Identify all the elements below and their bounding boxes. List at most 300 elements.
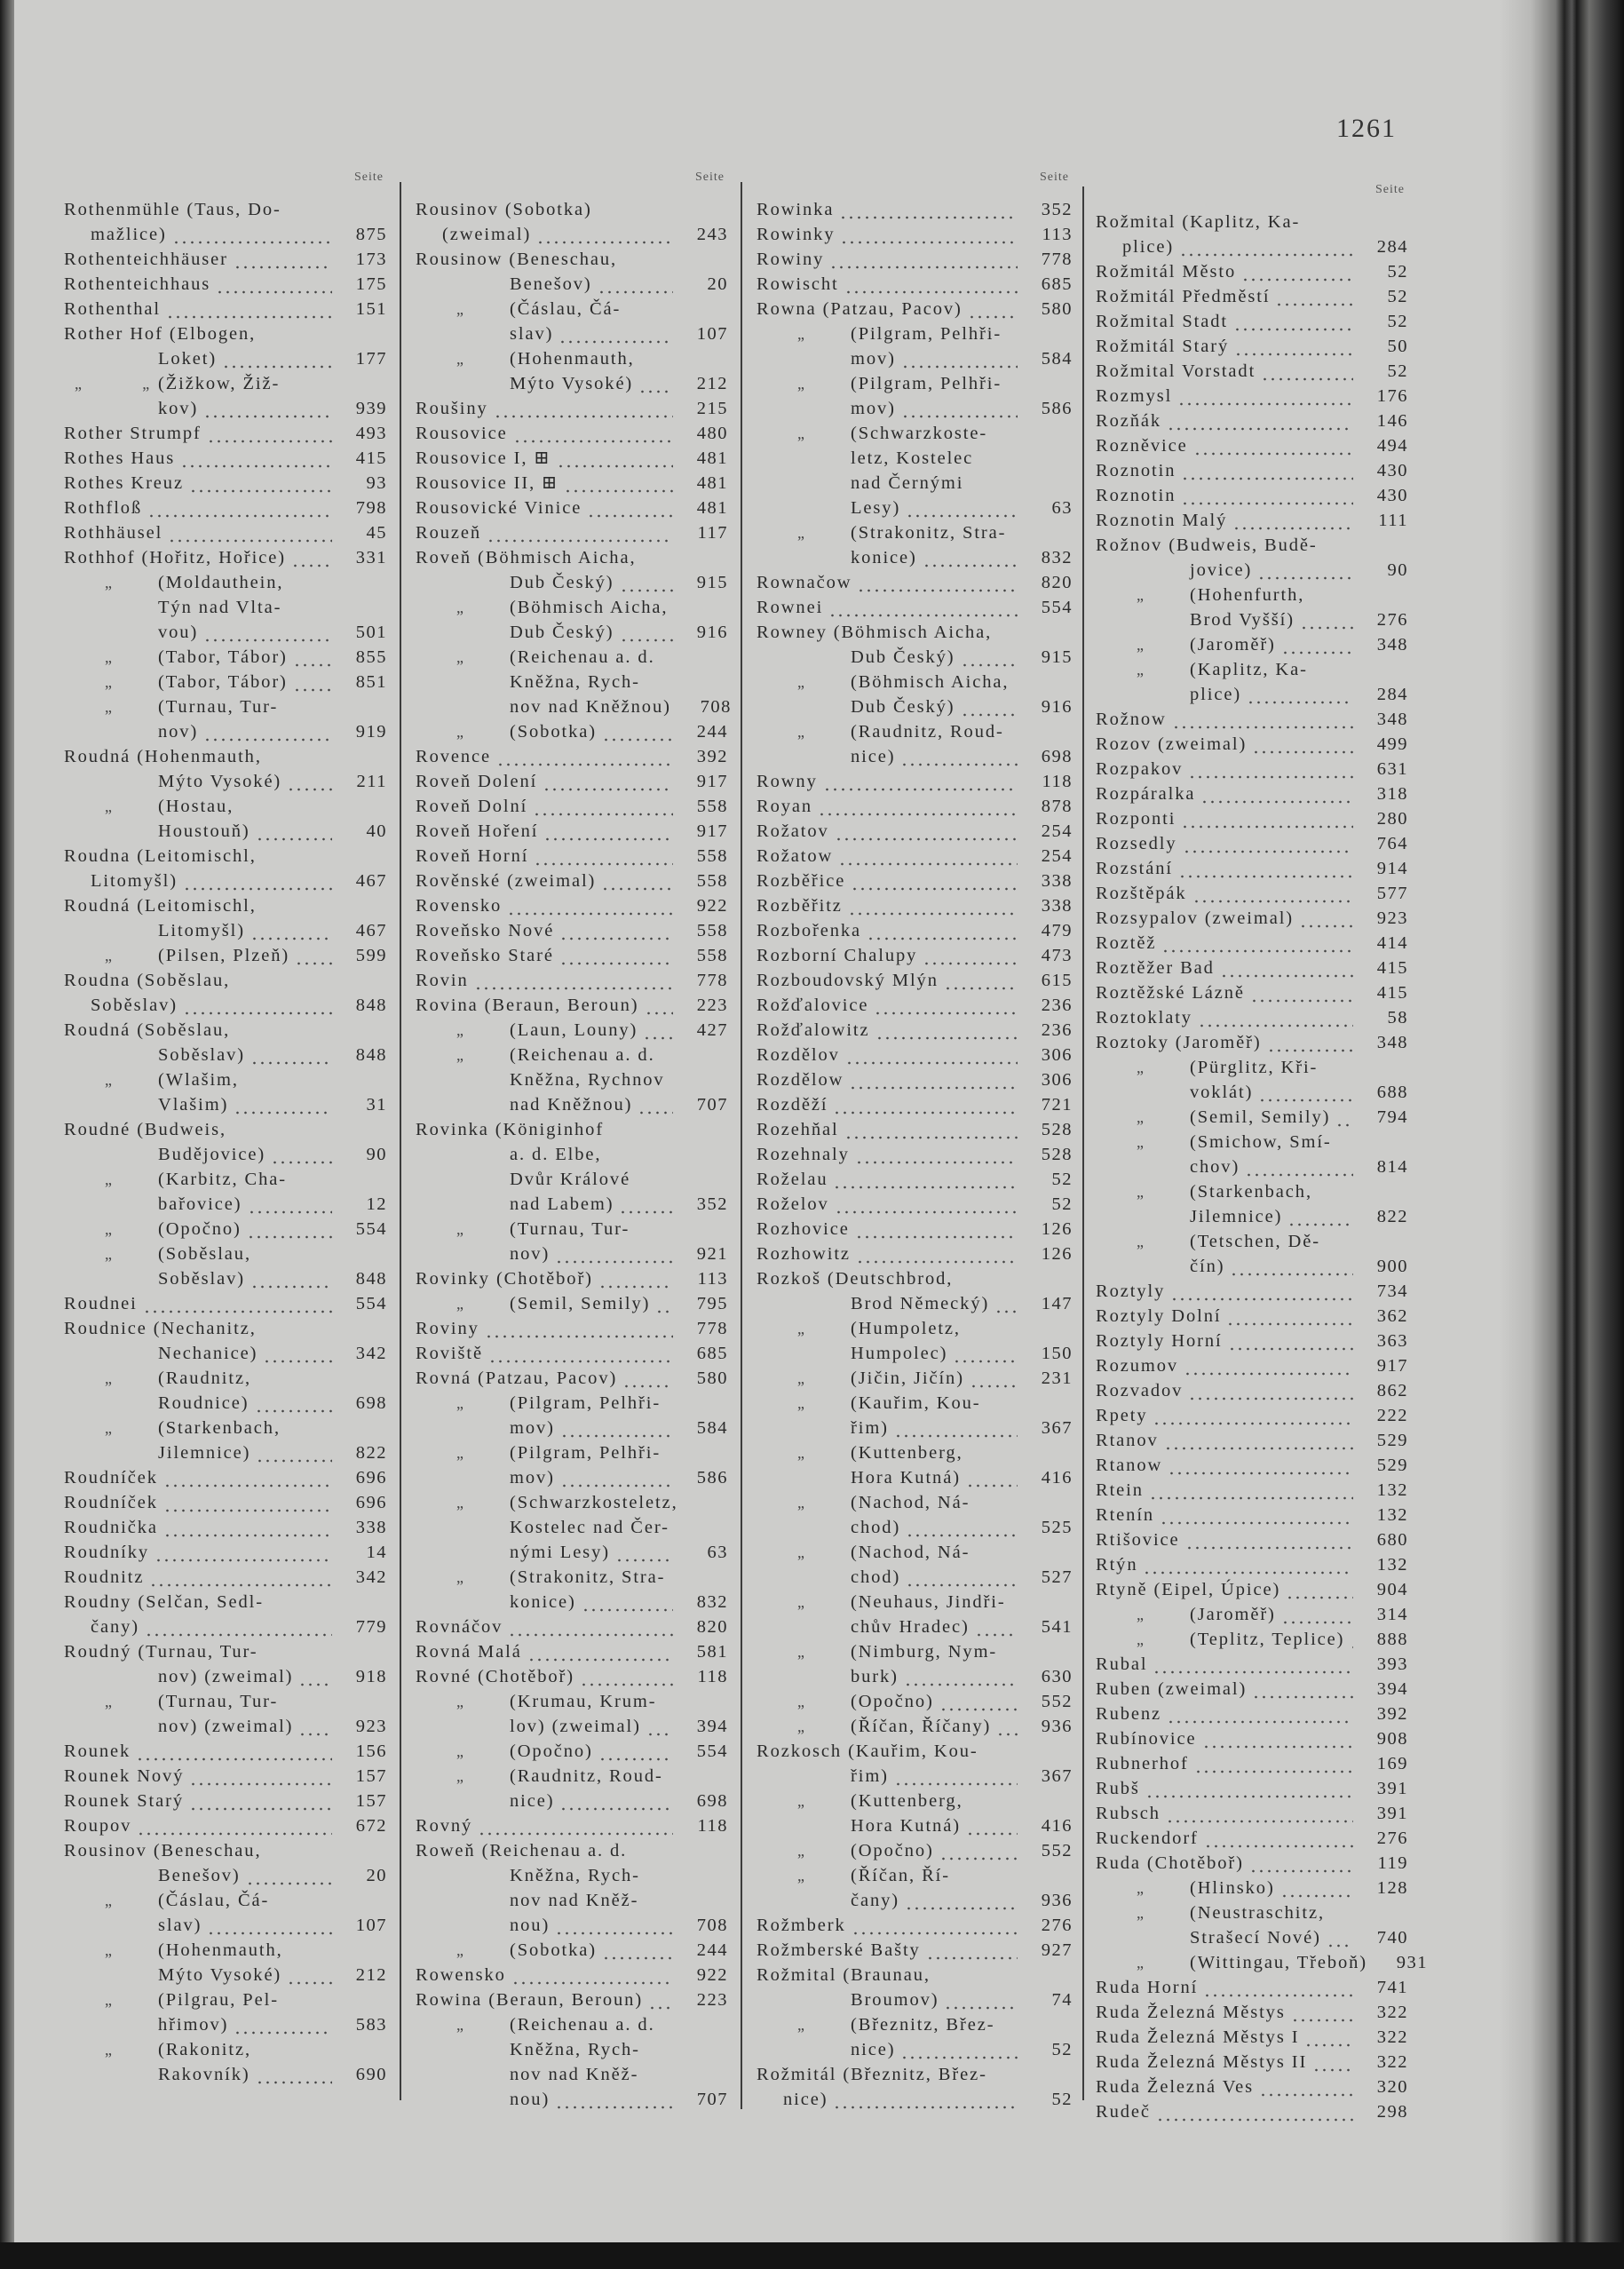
index-entry-line — [757, 1266, 1073, 1291]
dot-leader — [1167, 1702, 1353, 1726]
index-entry-line — [757, 197, 1073, 222]
dot-leader — [901, 346, 1018, 371]
index-entry-line — [757, 1043, 1073, 1067]
page-reference: 90 — [1387, 560, 1408, 580]
entry-text: Roudníky — [64, 1543, 150, 1562]
entry-text: Roztěž — [1096, 933, 1157, 953]
entry-text: Roudnei — [64, 1294, 138, 1313]
index-entry-line — [757, 1863, 1073, 1888]
entry-text: vou) — [158, 623, 199, 642]
entry-text: „ (Hohenmauth, — [416, 346, 635, 371]
entry-text: Rožmitál Předměstí — [1096, 287, 1271, 306]
ditto-mark: „ — [105, 574, 114, 591]
page-reference: 708 — [696, 1916, 728, 1935]
entry-text: „ (Pilgram, Pelhři- — [416, 1391, 661, 1416]
dot-leader — [615, 1540, 673, 1565]
dot-leader — [508, 1614, 673, 1639]
dot-leader — [838, 844, 1018, 869]
ditto-mark: „ — [456, 1767, 465, 1785]
index-entry-line — [64, 1117, 387, 1142]
index-entry-line — [416, 1813, 728, 1838]
page-reference: 415 — [355, 448, 387, 468]
ditto-mark: „ — [797, 723, 806, 741]
index-entry-line — [1096, 384, 1408, 409]
page-reference: 177 — [355, 349, 387, 369]
page-reference: 107 — [355, 1916, 387, 1935]
index-entry-line — [64, 2037, 387, 2062]
entry-text: Roudnitz — [64, 1567, 145, 1587]
page-reference: 430 — [1376, 461, 1408, 480]
index-entry-line — [416, 719, 728, 744]
dot-leader — [966, 1465, 1018, 1490]
page-reference: 936 — [1041, 1891, 1073, 1910]
ditto-mark: „ — [456, 1568, 465, 1586]
page-reference: 132 — [1376, 1555, 1408, 1575]
entry-text: Rtenín — [1096, 1505, 1155, 1525]
entry-text: Rothfloß — [64, 498, 143, 518]
entry-text: Ruda Železná Městys II — [1096, 2052, 1308, 2072]
index-entry-line — [757, 371, 1073, 396]
index-entry-line — [757, 1142, 1073, 1167]
dot-leader — [818, 794, 1018, 819]
index-entry-line — [1096, 1329, 1408, 1353]
page-reference: 320 — [1376, 2077, 1408, 2097]
entry-text: „ (Kuttenberg, — [757, 1789, 963, 1813]
index-entry-line — [757, 446, 1073, 471]
dot-leader — [1226, 1304, 1353, 1329]
index-entry-line — [1096, 284, 1408, 309]
dot-leader — [137, 1813, 332, 1838]
page-reference: 416 — [1041, 1468, 1073, 1488]
index-entry-line — [757, 1739, 1073, 1764]
index-entry-line — [757, 1515, 1073, 1540]
page-reference: 132 — [1376, 1505, 1408, 1525]
index-entry-line — [1096, 2050, 1408, 2075]
dot-leader — [1234, 334, 1353, 359]
dot-leader — [207, 1913, 332, 1938]
index-entry-line — [416, 1515, 728, 1540]
entry-text: Rozběřice — [757, 871, 846, 891]
entry-text: Mýto Vysoké) — [510, 374, 634, 393]
dot-leader — [638, 371, 673, 396]
page-reference: 367 — [1041, 1418, 1073, 1438]
index-entry-line — [1096, 1204, 1408, 1229]
entry-text: Roželov — [757, 1194, 829, 1214]
page-reference: 157 — [355, 1791, 387, 1811]
entry-text: Roveň (Böhmisch Aicha, — [416, 548, 637, 567]
ditto-mark: „ — [456, 1220, 465, 1238]
page-reference: 680 — [1376, 1530, 1408, 1550]
page-reference: 118 — [697, 1816, 728, 1836]
page-reference: 832 — [1041, 548, 1073, 567]
index-entry-line — [64, 1764, 387, 1789]
index-entry-line — [64, 645, 387, 670]
dot-leader — [1164, 1428, 1353, 1453]
index-entry-line — [64, 1739, 387, 1764]
ditto-mark: „ — [797, 1593, 806, 1611]
index-entry-line — [64, 1266, 387, 1291]
ditto-mark: „ — [797, 1867, 806, 1884]
entry-text: Rtišovice — [1096, 1530, 1180, 1550]
index-entry-line — [1096, 1080, 1408, 1105]
page-reference: 931 — [1396, 1953, 1428, 1972]
entry-text: Rovin — [416, 971, 469, 990]
book-gutter — [1500, 0, 1624, 2269]
index-entry-line — [64, 1416, 387, 1440]
dot-leader — [874, 993, 1018, 1018]
page-reference: 150 — [1041, 1344, 1073, 1363]
ditto-mark: „ — [1137, 1954, 1145, 1971]
page-reference: 119 — [1377, 1853, 1408, 1873]
index-entry-line — [416, 645, 728, 670]
index-entry-line — [416, 1043, 728, 1067]
index-entry-line — [64, 794, 387, 819]
page-reference: 698 — [1041, 747, 1073, 766]
page-reference: 721 — [1041, 1095, 1073, 1115]
entry-text: „ (Hostau, — [64, 794, 234, 819]
page-reference: 52 — [1051, 2090, 1073, 2109]
page-reference: 795 — [696, 1294, 728, 1313]
dot-leader — [189, 471, 332, 496]
page-reference: 74 — [1051, 1990, 1073, 2010]
dot-leader — [1204, 1826, 1353, 1851]
index-entry-line — [1096, 1900, 1408, 1925]
entry-text: Rousovice II, ⊞ — [416, 473, 559, 493]
page-reference: 630 — [1041, 1667, 1073, 1686]
dot-leader — [582, 1590, 673, 1614]
dot-leader — [867, 918, 1018, 943]
entry-text: Roznotin — [1096, 486, 1176, 505]
dot-leader — [1168, 1453, 1353, 1478]
entry-text: Rozněvice — [1096, 436, 1188, 456]
entry-text: Rowischt — [757, 274, 839, 294]
page-reference: 528 — [1041, 1120, 1073, 1139]
index-entry-line — [416, 396, 728, 421]
index-entry-line — [757, 496, 1073, 520]
dot-leader — [560, 1416, 673, 1440]
page-reference: 284 — [1376, 237, 1408, 257]
index-entry-line — [64, 321, 387, 346]
entry-text: „ (Opočno) — [64, 1217, 242, 1242]
index-entry-line — [757, 1963, 1073, 1987]
page-reference: 914 — [1376, 859, 1408, 878]
ditto-mark: „ — [456, 1021, 465, 1039]
ditto-mark: „ — [797, 673, 806, 691]
entry-text: Rubal — [1096, 1654, 1148, 1674]
index-entry-line — [64, 1018, 387, 1043]
entry-text: Rothhäusel — [64, 523, 163, 543]
entry-text: Soběslav) — [158, 1045, 245, 1065]
page-reference: 558 — [696, 921, 728, 940]
entry-text: „ (Pilgram, Pelhři- — [416, 1440, 661, 1465]
dot-leader — [833, 2087, 1018, 2112]
index-entry-line — [1096, 583, 1408, 607]
index-entry-line — [1096, 757, 1408, 781]
entry-text: Roudna (Soběslau, — [64, 971, 231, 990]
page-reference: 306 — [1041, 1045, 1073, 1065]
dot-leader — [555, 1242, 673, 1266]
index-entry-line — [416, 272, 728, 297]
dot-leader — [620, 620, 673, 645]
index-entry-line — [1096, 1353, 1408, 1378]
page-reference: 778 — [696, 971, 728, 990]
entry-text: Dvůr Králové — [510, 1170, 631, 1189]
entry-text: Rověnské (zweimal) — [416, 871, 597, 891]
index-entry-line — [64, 1540, 387, 1565]
ditto-mark: „ — [1137, 1904, 1145, 1922]
entry-text: Rovná Malá — [416, 1642, 522, 1662]
page-reference: 708 — [700, 697, 732, 717]
dot-leader — [1281, 1602, 1353, 1627]
entry-text: Roudná (Leitomischl, — [64, 896, 257, 916]
entry-text: Ruda Železná Městys I — [1096, 2027, 1300, 2047]
page-reference: 107 — [696, 324, 728, 344]
entry-text: Ruben (zweimal) — [1096, 1679, 1248, 1699]
index-entry-line — [64, 1092, 387, 1117]
dot-leader — [246, 1863, 332, 1888]
page-reference: 362 — [1376, 1306, 1408, 1326]
entry-text: Ruda Železná Ves — [1096, 2077, 1255, 2097]
entry-text: Rozborní Chalupy — [757, 946, 918, 965]
index-entry-line — [757, 570, 1073, 595]
page-reference: 169 — [1376, 1754, 1408, 1773]
entry-text: konice) — [851, 548, 917, 567]
entry-text: „ (Březnitz, Břez- — [757, 2012, 994, 2037]
dot-leader — [1230, 1254, 1353, 1279]
index-entry-line — [64, 744, 387, 769]
dot-leader — [180, 446, 332, 471]
page-reference: 917 — [696, 821, 728, 841]
dot-leader — [256, 1440, 332, 1465]
ditto-mark: „ — [105, 1941, 114, 1959]
entry-text: „ (Neustraschitz, — [1096, 1900, 1325, 1925]
ditto-mark: „ — [797, 424, 806, 442]
index-entry-line — [1096, 1179, 1408, 1204]
dot-leader — [1143, 1552, 1353, 1577]
page-reference: 52 — [1051, 1194, 1073, 1214]
dot-leader — [833, 1167, 1018, 1192]
index-entry-line — [757, 1938, 1073, 1963]
dot-leader — [1247, 682, 1353, 707]
entry-text: „ (Soběslau, — [64, 1242, 251, 1266]
entry-text: Rožmital Vorstadt — [1096, 361, 1256, 381]
entry-text: „ (Schwarzkosteletz, — [416, 1490, 678, 1515]
dot-leader — [835, 819, 1018, 844]
page-reference: 580 — [1041, 299, 1073, 319]
dot-leader — [1275, 284, 1353, 309]
column-header-seite: Seite — [695, 171, 725, 184]
page-reference: 888 — [1376, 1630, 1408, 1649]
ditto-mark: „ — [797, 1320, 806, 1337]
entry-text: Rowinky — [757, 225, 836, 244]
dot-leader — [923, 943, 1018, 968]
dot-leader — [203, 396, 332, 421]
dot-leader — [1220, 956, 1353, 980]
ditto-mark: „ — [1137, 1059, 1145, 1076]
page-reference: 778 — [1041, 250, 1073, 269]
entry-text: Rothenthal — [64, 299, 161, 319]
entry-text: Rtanow — [1096, 1456, 1163, 1475]
index-entry-line — [757, 297, 1073, 321]
dot-leader — [1177, 384, 1353, 409]
entry-text: „ (Nachod, Ná- — [757, 1490, 970, 1515]
index-entry-line — [64, 545, 387, 570]
page-reference: 45 — [366, 523, 387, 543]
page-reference: 525 — [1041, 1518, 1073, 1537]
entry-text: kov) — [158, 399, 199, 418]
dot-leader — [1188, 1378, 1353, 1403]
entry-text: Rounek Nový — [64, 1766, 185, 1786]
index-entry-line — [1096, 1851, 1408, 1876]
index-entry-line — [64, 1614, 387, 1639]
index-entry-line — [757, 2037, 1073, 2062]
index-entry-line — [1096, 806, 1408, 831]
entry-text: slav) — [158, 1916, 202, 1935]
dot-leader — [1241, 259, 1353, 284]
index-entry-line — [64, 1067, 387, 1092]
index-entry-line — [64, 1838, 387, 1863]
page-reference: 12 — [366, 1194, 387, 1214]
dot-leader — [828, 595, 1018, 620]
dot-leader — [543, 769, 673, 794]
ditto-mark: „ — [456, 599, 465, 616]
entry-text: „ (Hohenfurth, — [1096, 583, 1304, 607]
page-reference: 394 — [1376, 1679, 1408, 1699]
dot-leader — [996, 1714, 1018, 1739]
ditto-mark: „ — [797, 1693, 806, 1710]
index-entry-line — [757, 1465, 1073, 1490]
index-entry-line — [64, 1664, 387, 1689]
entry-text: nov) — [510, 1244, 551, 1264]
dot-leader — [580, 1664, 673, 1689]
dot-leader — [1167, 409, 1353, 433]
entry-text: „ (Moldauthein, — [64, 570, 283, 595]
entry-text: „ (Rakonitz, — [64, 2037, 251, 2062]
page-reference: 696 — [355, 1493, 387, 1512]
entry-text: Roztyly Dolní — [1096, 1306, 1222, 1326]
entry-text: Houstouň) — [158, 821, 250, 841]
index-entry-line — [757, 620, 1073, 645]
page-reference: 904 — [1376, 1580, 1408, 1599]
entry-text: Roupov — [64, 1816, 132, 1836]
entry-text: „ (Krumau, Krum- — [416, 1689, 657, 1714]
page-reference: 338 — [1041, 896, 1073, 916]
entry-text: Rozvadov — [1096, 1381, 1184, 1400]
entry-text: „ (Opočno) — [757, 1838, 934, 1863]
page-reference: 915 — [696, 573, 728, 592]
page-reference: 236 — [1041, 996, 1073, 1015]
dot-leader — [923, 545, 1018, 570]
dot-leader — [1166, 1801, 1353, 1826]
dot-leader — [906, 496, 1018, 520]
entry-text: Rozdělov — [757, 1045, 840, 1065]
index-entry-line — [416, 794, 728, 819]
index-entry-line — [1096, 508, 1408, 533]
index-entry-line — [757, 520, 1073, 545]
dot-leader — [1258, 1080, 1353, 1105]
dot-leader — [1202, 1726, 1353, 1751]
entry-text: Kněžna, Rych- — [510, 672, 640, 692]
ditto-mark: „ — [105, 673, 114, 691]
page-reference: 243 — [696, 225, 728, 244]
dot-leader — [183, 869, 332, 893]
index-entry-line — [757, 1540, 1073, 1565]
entry-text: Roztyly Horní — [1096, 1331, 1223, 1351]
dot-leader — [1281, 632, 1353, 657]
entry-text: Roveňsko Nové — [416, 921, 555, 940]
entry-text: „ (Pilgrau, Pel- — [64, 1987, 279, 2012]
dot-leader — [1193, 433, 1353, 458]
page-reference: 631 — [1376, 759, 1408, 779]
dot-leader — [622, 1366, 673, 1391]
page-reference: 586 — [696, 1468, 728, 1488]
index-entry-line — [1096, 956, 1408, 980]
entry-text: „ (Semil, Semily) — [1096, 1105, 1330, 1130]
entry-text: Rowiny — [757, 250, 825, 269]
page-reference: 936 — [1041, 1717, 1073, 1736]
page-reference: 176 — [1376, 386, 1408, 406]
page-reference: 298 — [1376, 2102, 1408, 2122]
index-entry-line — [416, 1167, 728, 1192]
dot-leader — [558, 321, 673, 346]
page-reference: 52 — [1051, 2040, 1073, 2059]
ditto-mark: „ — [105, 698, 114, 716]
ditto-mark: „ — [456, 300, 465, 318]
index-entry-line — [64, 297, 387, 321]
dot-leader — [944, 968, 1018, 993]
index-entry-line — [757, 471, 1073, 496]
page-reference: 798 — [355, 498, 387, 518]
index-entry-line — [757, 1341, 1073, 1366]
dot-leader — [1350, 1627, 1353, 1652]
entry-text: Rožmitál Starý — [1096, 337, 1230, 356]
entry-text: Rožmberské Bašty — [757, 1940, 921, 1960]
ditto-mark: „ — [797, 524, 806, 542]
dot-leader — [291, 545, 332, 570]
index-column-3 — [757, 171, 1073, 2112]
page-reference: 211 — [356, 772, 387, 791]
index-entry-line — [64, 1689, 387, 1714]
page-reference: 584 — [1041, 349, 1073, 369]
entry-text: Roztyly — [1096, 1281, 1166, 1301]
entry-text: „ (Kaplitz, Ka- — [1096, 657, 1308, 682]
dot-leader — [248, 1192, 333, 1217]
entry-text: konice) — [510, 1592, 576, 1612]
page-reference: 473 — [1041, 946, 1073, 965]
dot-leader — [1245, 1154, 1353, 1179]
index-entry-line — [416, 1913, 728, 1938]
dot-leader — [851, 869, 1018, 893]
dot-leader — [256, 2062, 332, 2087]
entry-text: Rousovice — [416, 424, 508, 443]
ditto-mark: „ — [797, 1543, 806, 1561]
entry-text: Roudný (Turnau, Tur- — [64, 1642, 258, 1662]
dot-leader — [856, 1242, 1018, 1266]
entry-text: Budějovice) — [158, 1145, 266, 1164]
entry-text: Roznotin Malý — [1096, 511, 1228, 530]
dot-leader — [1261, 359, 1353, 384]
entry-text: Rounek Starý — [64, 1791, 184, 1811]
page-reference: 599 — [355, 946, 387, 965]
dot-leader — [559, 918, 673, 943]
dot-leader — [263, 1341, 332, 1366]
page-reference: 583 — [355, 2015, 387, 2035]
index-entry-line — [757, 918, 1073, 943]
page-reference: 685 — [696, 1344, 728, 1363]
index-entry-line — [416, 595, 728, 620]
page-reference: 416 — [1041, 1816, 1073, 1836]
ditto-mark: „ — [797, 1394, 806, 1412]
